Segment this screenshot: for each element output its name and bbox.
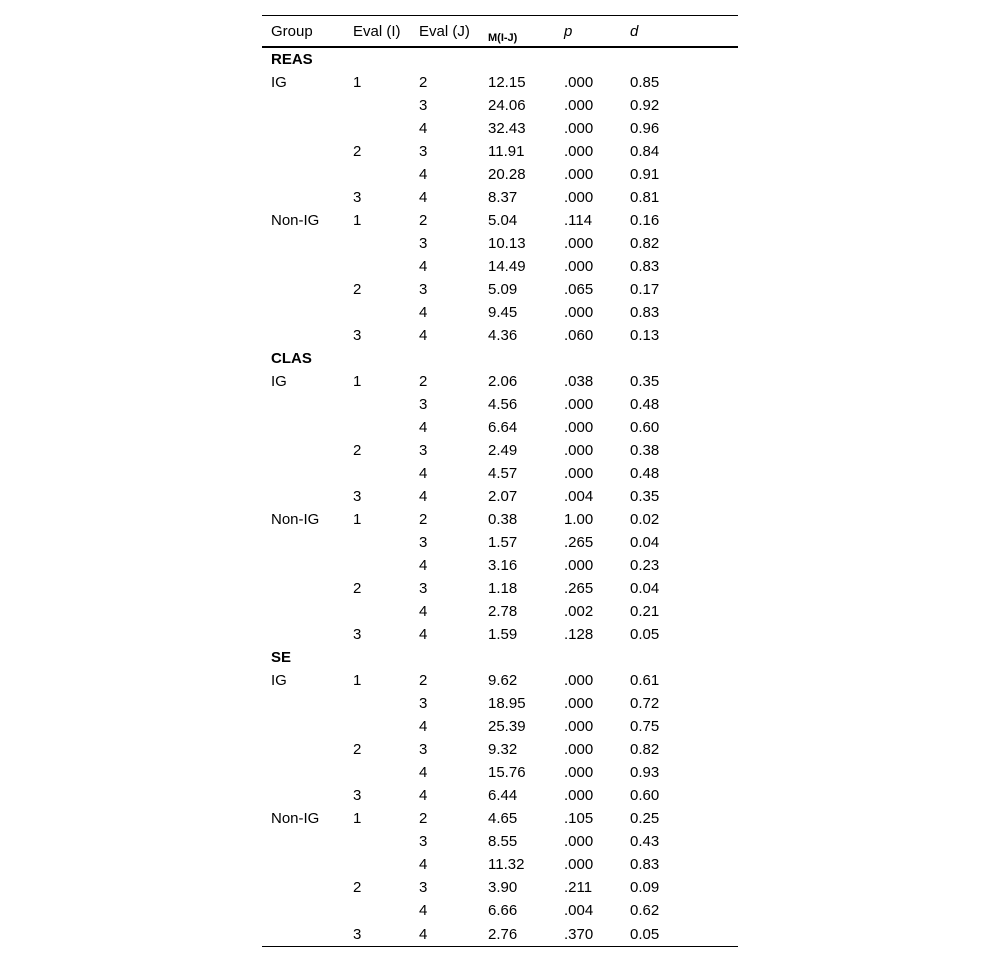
- cell-group: [262, 600, 344, 623]
- cell-eval-i: [344, 393, 410, 416]
- table-row: [262, 301, 738, 324]
- table-row: [262, 209, 738, 232]
- table-row: [262, 554, 738, 577]
- cell-d: 0.13: [630, 327, 660, 344]
- cell-eval-i: [344, 163, 410, 186]
- table-row: [262, 94, 738, 117]
- cell-eval-i: [344, 715, 410, 738]
- header-row: [262, 16, 738, 48]
- cell-group: Non-IG: [271, 212, 320, 229]
- cell-eval-j: 2: [419, 810, 428, 827]
- cell-d: 0.75: [630, 718, 660, 735]
- table-row: [262, 370, 738, 393]
- cell-eval-i: [344, 94, 410, 117]
- cell-d: 0.35: [630, 488, 660, 505]
- cell-mean-diff: 6.44: [488, 787, 518, 804]
- cell-mean-diff: 4.57: [488, 465, 518, 482]
- cell-d: 0.60: [630, 419, 660, 436]
- table-row: [262, 761, 738, 784]
- cell-eval-j: 4: [419, 189, 428, 206]
- cell-d: 0.83: [630, 856, 660, 873]
- cell-d: 0.38: [630, 442, 660, 459]
- table-row: [262, 830, 738, 853]
- cell-group: [262, 692, 344, 715]
- cell-group: [262, 830, 344, 853]
- cell-d: 0.04: [630, 534, 660, 551]
- cell-eval-j: 3: [419, 741, 428, 758]
- cell-d: 0.84: [630, 143, 660, 160]
- cell-group: [262, 554, 344, 577]
- cell-group: [262, 301, 344, 324]
- cell-d: 0.05: [630, 626, 660, 643]
- cell-eval-i: 1: [353, 212, 362, 229]
- cell-d: 0.91: [630, 166, 660, 183]
- cell-d: 0.93: [630, 764, 660, 781]
- cell-group: [262, 577, 344, 600]
- cell-mean-diff: 1.57: [488, 534, 518, 551]
- cell-eval-j: 3: [419, 879, 428, 896]
- cell-group: IG: [271, 74, 287, 91]
- cell-eval-i: 2: [353, 741, 362, 758]
- cell-d: 0.82: [630, 741, 660, 758]
- cell-eval-i: 1: [353, 373, 362, 390]
- cell-eval-i: [344, 462, 410, 485]
- table-row: [262, 922, 738, 947]
- cell-mean-diff: 2.49: [488, 442, 518, 459]
- cell-mean-diff: 20.28: [488, 166, 526, 183]
- cell-eval-j: 2: [419, 511, 428, 528]
- table-header: [262, 16, 738, 48]
- pairwise-comparison-table: [262, 15, 738, 947]
- cell-mean-diff: 2.78: [488, 603, 518, 620]
- cell-mean-diff: 12.15: [488, 74, 526, 91]
- cell-d: 0.48: [630, 465, 660, 482]
- cell-mean-diff: 11.32: [488, 856, 525, 873]
- cell-group: IG: [271, 672, 287, 689]
- cell-group: [262, 784, 344, 807]
- table-row: [262, 600, 738, 623]
- cell-eval-j: 4: [419, 557, 428, 574]
- cell-d: 0.43: [630, 833, 660, 850]
- comparison-table-container: [262, 15, 738, 947]
- cell-eval-j: 3: [419, 580, 428, 597]
- table-row: [262, 715, 738, 738]
- section-title: SE: [271, 649, 292, 666]
- table-row: [262, 485, 738, 508]
- cell-d: 0.62: [630, 902, 660, 919]
- cell-d: 0.83: [630, 304, 660, 321]
- cell-group: [262, 715, 344, 738]
- cell-p: .000: [564, 465, 594, 482]
- section-title: REAS: [271, 51, 313, 68]
- cell-group: [262, 255, 344, 278]
- cell-eval-i: 3: [353, 626, 362, 643]
- cell-p: .038: [564, 373, 594, 390]
- cell-group: [262, 623, 344, 646]
- cell-p: .000: [564, 695, 594, 712]
- cell-eval-j: 4: [419, 166, 428, 183]
- cell-p: .000: [564, 97, 594, 114]
- cell-mean-diff: 25.39: [488, 718, 526, 735]
- cell-mean-diff: 32.43: [488, 120, 526, 137]
- cell-d: 0.81: [630, 189, 660, 206]
- cell-eval-i: 1: [353, 74, 362, 91]
- cell-p: .000: [564, 120, 594, 137]
- cell-mean-diff: 9.32: [488, 741, 518, 758]
- cell-eval-i: [344, 531, 410, 554]
- cell-mean-diff: 5.09: [488, 281, 518, 298]
- cell-eval-j: 3: [419, 235, 428, 252]
- cell-mean-diff: 4.65: [488, 810, 518, 827]
- cell-d: 0.48: [630, 396, 660, 413]
- cell-p: .000: [564, 189, 594, 206]
- cell-d: 0.16: [630, 212, 660, 229]
- cell-group: [262, 738, 344, 761]
- cell-group: IG: [271, 373, 287, 390]
- header-d: d: [621, 16, 738, 48]
- cell-eval-j: 4: [419, 603, 428, 620]
- cell-eval-i: 1: [353, 672, 362, 689]
- cell-eval-j: 3: [419, 396, 428, 413]
- cell-mean-diff: 8.55: [488, 833, 518, 850]
- cell-eval-j: 4: [419, 488, 428, 505]
- cell-d: 0.02: [630, 511, 660, 528]
- cell-group: [262, 140, 344, 163]
- table-row: [262, 784, 738, 807]
- cell-eval-j: 4: [419, 258, 428, 275]
- cell-eval-j: 4: [419, 626, 428, 643]
- table-row: [262, 71, 738, 94]
- cell-d: 0.92: [630, 97, 660, 114]
- cell-eval-j: 3: [419, 534, 428, 551]
- cell-p: .000: [564, 833, 594, 850]
- cell-group: [262, 899, 344, 922]
- table-row: [262, 186, 738, 209]
- cell-group: [262, 485, 344, 508]
- cell-mean-diff: 2.07: [488, 488, 518, 505]
- cell-mean-diff: 4.36: [488, 327, 518, 344]
- cell-p: .000: [564, 856, 594, 873]
- cell-p: .000: [564, 304, 594, 321]
- cell-d: 0.96: [630, 120, 660, 137]
- cell-p: .211: [564, 879, 593, 896]
- section-header-row: [262, 47, 738, 71]
- table-row: [262, 140, 738, 163]
- cell-group: [262, 278, 344, 301]
- cell-eval-i: 2: [353, 281, 362, 298]
- cell-eval-j: 2: [419, 672, 428, 689]
- cell-mean-diff: 14.49: [488, 258, 526, 275]
- cell-eval-i: 3: [353, 327, 362, 344]
- cell-eval-i: [344, 232, 410, 255]
- cell-group: [262, 761, 344, 784]
- cell-group: [262, 163, 344, 186]
- cell-p: .000: [564, 672, 594, 689]
- cell-d: 0.61: [630, 672, 660, 689]
- header-group: Group: [262, 16, 344, 48]
- cell-eval-j: 4: [419, 856, 428, 873]
- cell-d: 0.21: [630, 603, 660, 620]
- cell-eval-j: 4: [419, 419, 428, 436]
- cell-p: .065: [564, 281, 594, 298]
- cell-p: .000: [564, 74, 594, 91]
- cell-p: .000: [564, 166, 594, 183]
- cell-d: 0.82: [630, 235, 660, 252]
- cell-p: .000: [564, 741, 594, 758]
- table-row: [262, 117, 738, 140]
- cell-p: .000: [564, 718, 594, 735]
- cell-eval-i: [344, 761, 410, 784]
- cell-eval-i: [344, 692, 410, 715]
- cell-eval-j: 3: [419, 833, 428, 850]
- cell-eval-j: 4: [419, 718, 428, 735]
- cell-p: .265: [564, 580, 594, 597]
- table-row: [262, 462, 738, 485]
- section-title: CLAS: [271, 350, 312, 367]
- cell-mean-diff: 0.38: [488, 511, 518, 528]
- cell-eval-i: 3: [344, 922, 410, 947]
- cell-p: .000: [564, 235, 594, 252]
- header-mean-diff-label: M(I-J): [488, 31, 518, 44]
- table-row: [262, 163, 738, 186]
- cell-d: 0.23: [630, 557, 660, 574]
- cell-eval-j: 3: [419, 442, 428, 459]
- cell-eval-j: 3: [419, 695, 428, 712]
- cell-p: .128: [564, 626, 594, 643]
- cell-group: [262, 416, 344, 439]
- cell-group: [262, 876, 344, 899]
- cell-mean-diff: 1.18: [488, 580, 518, 597]
- cell-mean-diff: 9.45: [488, 304, 518, 321]
- cell-d: 0.83: [630, 258, 660, 275]
- cell-group: Non-IG: [271, 810, 320, 827]
- cell-eval-j: 4: [419, 787, 428, 804]
- cell-p: .060: [564, 327, 594, 344]
- header-eval-j: Eval (J): [410, 16, 479, 48]
- cell-eval-j: 4: [419, 764, 428, 781]
- cell-eval-i: 3: [353, 787, 362, 804]
- cell-d: 0.25: [630, 810, 660, 827]
- table-row: [262, 669, 738, 692]
- table-row: [262, 255, 738, 278]
- cell-p: .000: [564, 143, 594, 160]
- cell-mean-diff: 10.13: [488, 235, 526, 252]
- table-row: [262, 531, 738, 554]
- cell-eval-i: 1: [353, 810, 362, 827]
- cell-group: [262, 117, 344, 140]
- cell-eval-i: 2: [353, 879, 362, 896]
- section-header-row: [262, 347, 738, 370]
- cell-eval-i: [344, 853, 410, 876]
- cell-p: .000: [564, 787, 594, 804]
- cell-eval-i: 3: [353, 488, 362, 505]
- cell-mean-diff: 6.66: [488, 902, 518, 919]
- cell-eval-j: 4: [419, 902, 428, 919]
- cell-eval-j: 2: [419, 212, 428, 229]
- table-row: [262, 439, 738, 462]
- cell-p: .000: [564, 764, 594, 781]
- cell-p: .370: [555, 922, 621, 947]
- cell-p: .000: [564, 396, 594, 413]
- cell-group: [262, 922, 344, 947]
- cell-mean-diff: 8.37: [488, 189, 518, 206]
- table-row: [262, 738, 738, 761]
- cell-eval-i: [344, 117, 410, 140]
- cell-eval-i: [344, 600, 410, 623]
- cell-d: 0.05: [621, 922, 738, 947]
- table-row: [262, 393, 738, 416]
- cell-d: 0.09: [630, 879, 660, 896]
- cell-eval-j: 4: [419, 465, 428, 482]
- cell-group: Non-IG: [271, 511, 320, 528]
- cell-d: 0.35: [630, 373, 660, 390]
- cell-eval-i: [344, 554, 410, 577]
- cell-group: [262, 186, 344, 209]
- table-row: [262, 623, 738, 646]
- cell-mean-diff: 11.91: [488, 143, 525, 160]
- cell-mean-diff: 5.04: [488, 212, 518, 229]
- table-body: [262, 47, 738, 947]
- cell-eval-i: [344, 830, 410, 853]
- cell-mean-diff: 2.76: [479, 922, 555, 947]
- cell-mean-diff: 3.90: [488, 879, 518, 896]
- cell-d: 0.17: [630, 281, 660, 298]
- cell-group: [262, 531, 344, 554]
- cell-mean-diff: 15.76: [488, 764, 526, 781]
- cell-eval-j: 3: [419, 97, 428, 114]
- cell-eval-i: [344, 255, 410, 278]
- cell-group: [262, 439, 344, 462]
- cell-p: .000: [564, 258, 594, 275]
- cell-group: [262, 462, 344, 485]
- cell-eval-i: 2: [353, 442, 362, 459]
- cell-eval-i: 1: [353, 511, 362, 528]
- table-row: [262, 577, 738, 600]
- cell-p: .265: [564, 534, 594, 551]
- cell-mean-diff: 3.16: [488, 557, 518, 574]
- cell-eval-j: 4: [419, 327, 428, 344]
- header-mean-diff: [479, 16, 555, 48]
- cell-p: .000: [564, 419, 594, 436]
- cell-mean-diff: 18.95: [488, 695, 526, 712]
- cell-eval-i: [344, 301, 410, 324]
- cell-eval-j: 2: [419, 373, 428, 390]
- cell-group: [262, 232, 344, 255]
- table-row: [262, 232, 738, 255]
- cell-p: .004: [564, 902, 594, 919]
- table-row: [262, 876, 738, 899]
- table-row: [262, 324, 738, 347]
- cell-mean-diff: 6.64: [488, 419, 518, 436]
- cell-p: .105: [564, 810, 594, 827]
- cell-p: .114: [564, 212, 593, 229]
- cell-eval-j: 4: [410, 922, 479, 947]
- cell-eval-j: 3: [419, 281, 428, 298]
- cell-eval-j: 4: [419, 304, 428, 321]
- cell-eval-i: 3: [353, 189, 362, 206]
- cell-mean-diff: 24.06: [488, 97, 526, 114]
- cell-group: [262, 393, 344, 416]
- cell-p: .002: [564, 603, 594, 620]
- cell-d: 0.85: [630, 74, 660, 91]
- cell-eval-i: [344, 899, 410, 922]
- cell-d: 0.04: [630, 580, 660, 597]
- cell-mean-diff: 4.56: [488, 396, 518, 413]
- cell-eval-i: 2: [353, 580, 362, 597]
- cell-mean-diff: 9.62: [488, 672, 518, 689]
- cell-d: 0.60: [630, 787, 660, 804]
- cell-group: [262, 324, 344, 347]
- cell-mean-diff: 2.06: [488, 373, 518, 390]
- cell-eval-j: 4: [419, 120, 428, 137]
- table-row: [262, 899, 738, 922]
- table-row: [262, 508, 738, 531]
- cell-p: 1.00: [564, 511, 594, 528]
- cell-eval-j: 2: [419, 74, 428, 91]
- header-eval-i: Eval (I): [344, 16, 410, 48]
- table-row: [262, 692, 738, 715]
- cell-p: .000: [564, 442, 594, 459]
- cell-eval-j: 3: [419, 143, 428, 160]
- cell-eval-i: [344, 416, 410, 439]
- cell-p: .004: [564, 488, 594, 505]
- section-header-row: [262, 646, 738, 669]
- table-row: [262, 416, 738, 439]
- cell-mean-diff: 1.59: [488, 626, 518, 643]
- header-p: p: [555, 16, 621, 48]
- table-row: [262, 807, 738, 830]
- cell-p: .000: [564, 557, 594, 574]
- cell-group: [262, 94, 344, 117]
- cell-eval-i: 2: [353, 143, 362, 160]
- table-row: [262, 853, 738, 876]
- cell-d: 0.72: [630, 695, 660, 712]
- cell-group: [262, 853, 344, 876]
- table-row: [262, 278, 738, 301]
